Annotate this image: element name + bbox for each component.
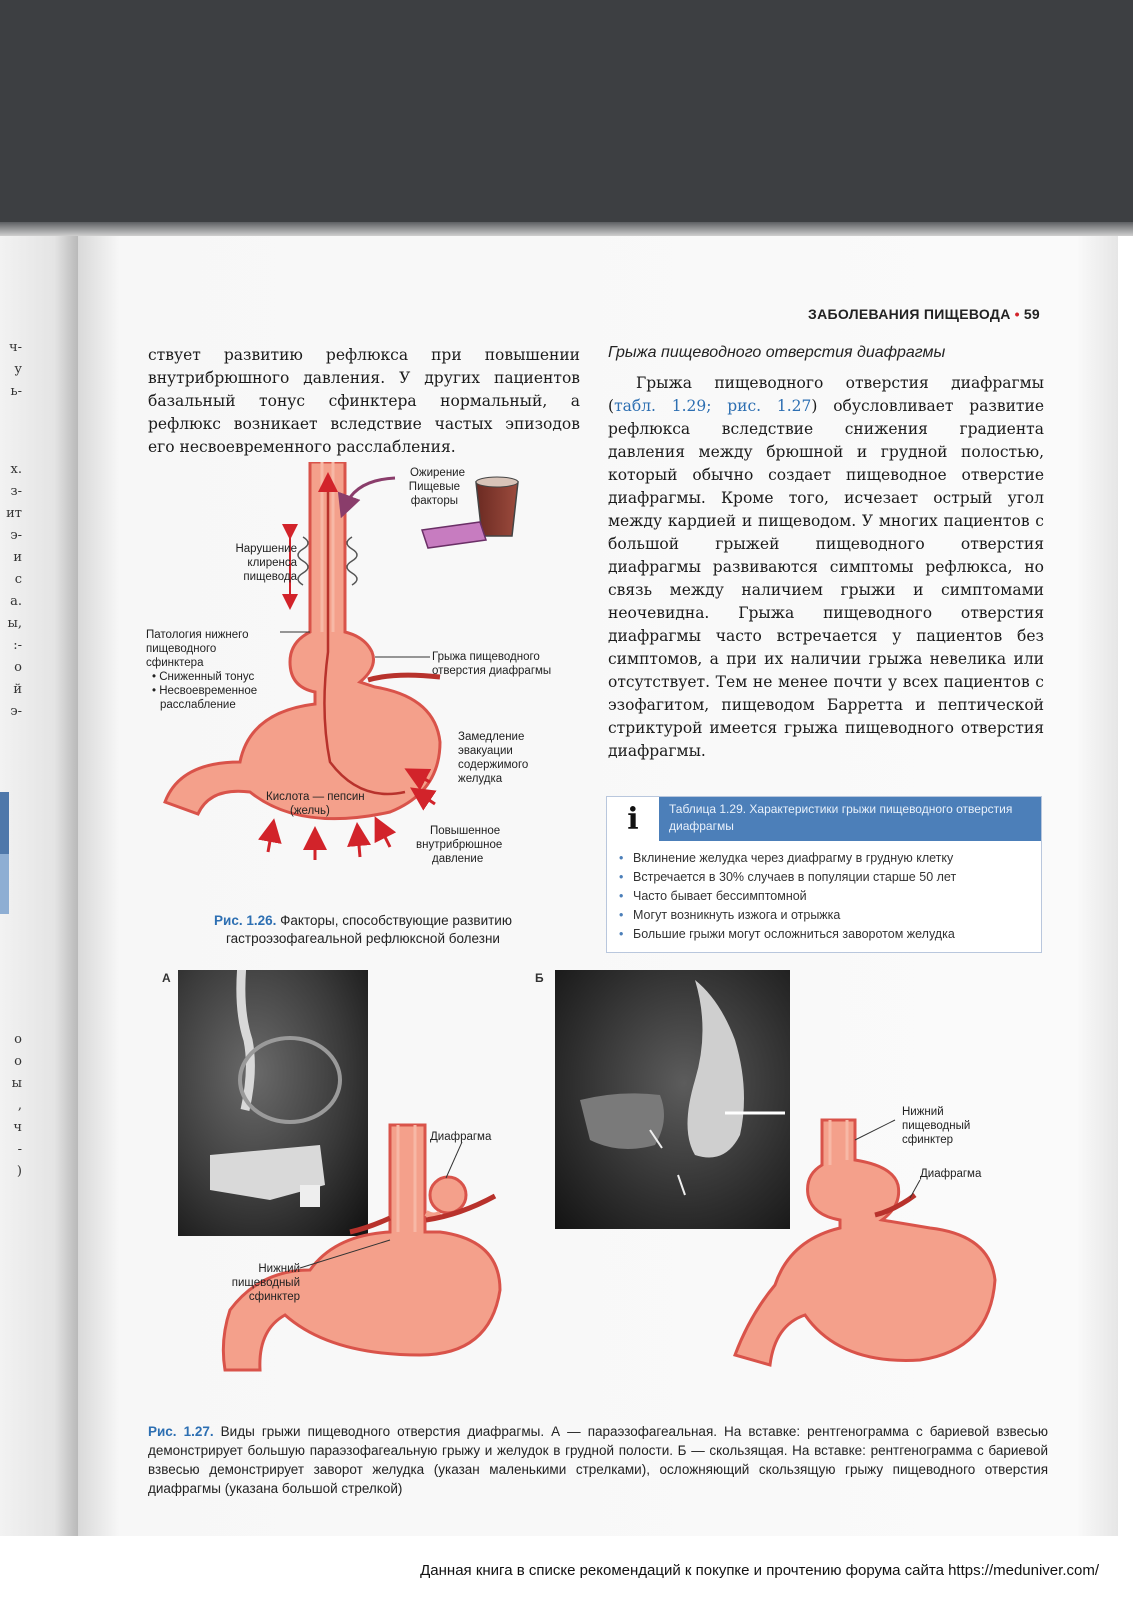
label-slow-2: эвакуации: [458, 745, 513, 757]
left-page-text-fragment: -: [17, 1142, 22, 1157]
left-page-text-fragment: ): [16, 1164, 22, 1179]
table-header: [607, 797, 1041, 841]
left-page-color-bar-light: [0, 854, 9, 914]
left-page-text-fragment: э-: [10, 704, 22, 719]
label-les-5: • Несвоевременное: [152, 685, 258, 697]
label-clearance-1: Нарушение: [235, 543, 297, 555]
separator-dot: •: [1014, 306, 1020, 322]
diagram-b-les-3: сфинктер: [902, 1134, 954, 1146]
obesity-arrow: [345, 478, 395, 507]
diagram-a-les-1: Нижний: [258, 1263, 300, 1275]
diagram-a-diaphragm-label: Диафрагма: [430, 1131, 492, 1143]
left-page-text-fragment: ы: [11, 1076, 22, 1091]
xray-b-shadow: [580, 1093, 664, 1149]
label-les-4: • Сниженный тонус: [152, 671, 255, 683]
scan-edge-shadow: [0, 222, 1133, 236]
list-item: • Большие грыжи могут осложниться заворотом желудка: [619, 925, 1031, 944]
pressure-arrow-6: [420, 794, 435, 804]
label-les-2: пищеводного: [146, 643, 217, 655]
figure-hiatal-hernia-types: [150, 970, 1050, 1390]
list-item: • Встречается в 30% случаев в популяции старше 50 лет: [619, 868, 1031, 887]
left-page-text-fragment: о: [14, 1054, 22, 1069]
left-page-text-fragment: о: [14, 660, 22, 675]
candy-bar-icon: [422, 522, 486, 548]
figure-gerd-factors: [140, 462, 590, 882]
label-les-3: сфинктера: [146, 657, 204, 669]
right-column-paragraph: [608, 372, 1044, 763]
label-acid-1: Кислота — пепсин: [266, 791, 365, 803]
pressure-arrow-3: [358, 834, 360, 857]
diagram-a-les-2: пищеводный: [231, 1277, 300, 1289]
label-slow-3: содержимого: [458, 759, 529, 771]
diagram-a-diaphragm-pointer: [446, 1142, 462, 1178]
list-item: • Могут возникнуть изжога и отрыжка: [619, 906, 1031, 925]
left-page-text-fragment: с: [14, 572, 22, 587]
label-obesity-3: факторы: [410, 495, 458, 507]
list-item: • Часто бывает бессимптомной: [619, 887, 1031, 906]
info-icon: i: [607, 797, 659, 841]
left-page-text-fragment: х.: [10, 462, 22, 477]
panel-b-label: Б: [535, 971, 544, 985]
pressure-arrow-4: [380, 827, 390, 847]
label-slow-1: Замедление: [458, 731, 525, 743]
table-title: Таблица 1.29. Характеристики грыжи пищеводного отверстия диафрагмы: [659, 797, 1041, 841]
table-list: [607, 841, 1041, 952]
left-page-text-fragment: а.: [10, 594, 22, 609]
left-page-text-fragment: ч: [13, 1120, 22, 1135]
left-page-text-fragment: у: [14, 362, 22, 377]
section-heading: Грыжа пищеводного отверстия диафрагмы: [608, 344, 946, 361]
left-page-text-fragment: о: [14, 1032, 22, 1047]
label-acid-2: (желчь): [290, 805, 330, 817]
label-pressure-1: Повышенное: [430, 825, 501, 837]
label-les-6: расслабление: [160, 699, 236, 711]
diaphragm-line: [368, 675, 440, 680]
hernia-neck: [426, 1213, 440, 1216]
diagram-b-les-1: Нижний: [902, 1106, 944, 1118]
diagram-b-les-2: пищеводный: [902, 1120, 971, 1132]
left-page-text-fragment: й: [13, 682, 22, 697]
left-page-text-fragment: з-: [10, 484, 22, 499]
left-page-text-fragment: ч-: [9, 340, 22, 355]
cup-rim: [476, 477, 518, 487]
label-hernia-1: Грыжа пищеводного: [432, 651, 540, 663]
label-slow-4: желудка: [458, 773, 503, 785]
info-table-1-29: [606, 796, 1042, 953]
paragraph-rest: ) обусловливает развитие рефлюкса вследствие снижения градиента давления между брюшной и грудной полостью, который обычно создает пищеводное отверстие диафрагмы. Кроме того, исчезает острый угол между кардией и пищеводом. У многих пациентов с большой грыжей пищеводного отверстия диафрагмы развиваются симптомы рефлюкса, но связь между наличием грыжи и симптомами неочевидна. Грыжа пищеводного отверстия диафрагмы часто встречается у пациентов без симптомов, а при их наличии грыжа невелика или отсутствует. Тем не менее почти у всех пациентов с эзофагитом, пищеводом Барретта и пептической стриктурой имеется грыжа пищеводного отверстия диафрагмы.: [608, 397, 1045, 760]
xray-a-stomach: [300, 1185, 320, 1207]
cross-reference-link[interactable]: табл. 1.29; рис. 1.27: [614, 397, 812, 415]
diagram-a-hernia-bulge: [430, 1177, 466, 1213]
figure-126-number: Рис. 1.26.: [214, 913, 277, 928]
label-les-1: Патология нижнего: [146, 629, 249, 641]
running-head: [780, 306, 1040, 322]
figure-126-caption-text: Факторы, способствующие развитию гастроэзофагеальной рефлюксной болезни: [226, 913, 512, 946]
label-pressure-3: давление: [432, 853, 484, 865]
adjacent-page-edge: [0, 236, 78, 1536]
diagram-a-les-3: сфинктер: [248, 1291, 300, 1303]
left-page-text-fragment: и: [13, 550, 22, 565]
pressure-arrow-1: [268, 830, 272, 852]
left-coil-icon: [298, 537, 308, 585]
label-pressure-2: внутрибрюшное: [416, 839, 503, 851]
label-clearance-2: клиренса: [247, 557, 297, 569]
left-page-text-fragment: ы,: [7, 616, 22, 631]
figure-126-caption: [148, 912, 578, 948]
scan-dark-background: [0, 0, 1133, 230]
figure-127-caption: [148, 1422, 1048, 1498]
label-obesity-1: Ожирение: [409, 467, 465, 479]
footer-note: Данная книга в списке рекомендаций к покупке и прочтению форума сайта https://meduniver.com/: [420, 1562, 1099, 1579]
left-column-paragraph: ствует развитию рефлюкса при повышении внутрибрюшного давления. У других пациентов базальный тонус сфинктера нормальный, а рефлюкс возникает вследствие частых эпизодов его несвоевременного расслабления.: [148, 346, 580, 456]
paragraph-start: Грыжа пищеводного отверстия диафрагмы (: [608, 374, 1044, 415]
page-number: 59: [1023, 306, 1040, 322]
diagram-b-les-pointer: [855, 1120, 895, 1140]
list-item: • Вклинение желудка через диафрагму в грудную клетку: [619, 849, 1031, 868]
label-obesity-2: Пищевые: [408, 481, 460, 493]
diagram-b-diaphragm-label: Диафрагма: [920, 1168, 982, 1180]
label-clearance-3: пищевода: [243, 571, 297, 583]
left-page-text-fragment: э-: [10, 528, 22, 543]
figure-127-caption-text: Виды грыжи пищеводного отверстия диафрагмы. А — параэзофагеальная. На вставке: рентгенограмма с бариевой взвесью демонстрирует большую параэзофагеальную грыжу и желудок в грудной полости. Б — скользящая. На вставке: рентгенограмма с бариевой взвесью демонстрирует заворот желудка (указан маленькими стрелками), осложняющий скользящую грыжу пищеводного отверстия диафрагмы (указана большой стрелкой): [148, 1424, 1048, 1496]
left-page-text-fragment: :-: [13, 638, 22, 653]
left-page-text-fragment: ,: [17, 1098, 22, 1113]
figure-127-number: Рис. 1.27.: [148, 1424, 214, 1439]
right-coil-icon: [347, 537, 357, 585]
left-page-text-fragment: ь-: [10, 384, 22, 399]
panel-a-label: А: [162, 971, 171, 985]
left-page-text-fragment: ит: [6, 506, 22, 521]
label-hernia-2: отверстия диафрагмы: [432, 665, 552, 677]
chapter-title: ЗАБОЛЕВАНИЯ ПИЩЕВОДА: [808, 306, 1011, 322]
